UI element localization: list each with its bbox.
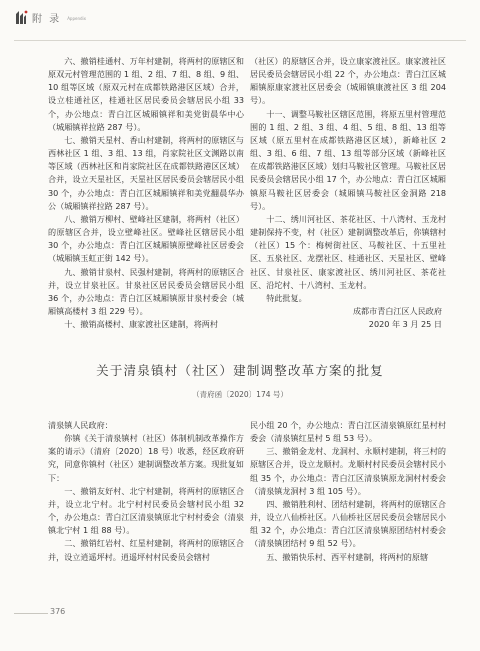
section-subtitle: Appendix (67, 16, 87, 21)
page-number: 376 (50, 607, 66, 616)
page-header (14, 9, 86, 25)
paragraph: （社区）的原辖区合并，设立康家渡社区。康家渡社区居民委员会辖居民小组 22 个，办公地点：青白江区城厢镇原康家渡社区居委会（城厢镇康渡社区 3 组 204 号）。 (250, 56, 446, 106)
paragraph: 八、撤销万柳村、壁峰社区建制，将两村（社区）的原辖区合并，设立壁峰社区。壁峰社区辖居民小组 30 个，办公地点：青白江区城厢镇原壁峰社区居委会（城厢镇玉虹正街 142 号）。 (48, 213, 244, 264)
paragraph: 一、撤销友好村、北宁村建制，将两村的原辖区合并，设立北宁村。北宁村村民委员会辖村民小组 32 个，办公地点：青白江区清泉镇原北宁村村委会（清泉镇北宁村 1 组 88 号）。 (48, 485, 244, 536)
paragraph: 五、撤销快乐村、西平村建制，将两村的原辖 (266, 551, 429, 562)
paragraph: 九、撤销甘泉村、民强村建制，将两村的原辖区合并，设立甘泉社区。甘泉社区居民委员会辖居民小组 36 个，办公地点：青白江区城厢镇原甘泉村委会（城厢镇高楼村 3 组 229 号）。 (48, 266, 244, 316)
paragraph: 民小组 20 个，办公地点：青白江区清泉镇原红星村村委会（清泉镇红星村 5 组 53 号）。 (250, 420, 446, 444)
paragraph: 特此批复。 (266, 292, 307, 303)
paragraph: 你镇《关于清泉镇村（社区）体制机制改革操作方案的请示》（清府〔2020〕18 号）收悉，经区政府研究，同意你镇村（社区）建制调整改革方案。现批复如下： (48, 433, 244, 483)
header-divider (14, 40, 466, 41)
paragraph: 二、撤销红岩村、红星村建制，将两村的原辖区合并，设立逍遥坪村。逍遥坪村村民委员会辖村 (48, 538, 244, 562)
paragraph: 三、撤销金龙村、龙洞村、永顺村建制，将三村的原辖区合并，设立龙顺村。龙顺村村民委员会辖村民小组 35 个，办公地点：青白江区清泉镇原龙洞村村委会（清泉镇龙洞村 3 组 105 号）。 (250, 446, 446, 496)
top-left-column (48, 55, 244, 331)
signoff-org: 成都市青白江区人民政府 (352, 305, 442, 316)
paragraph: 七、撤销天星村、香山村建制，将两村的原辖区与西林社区 1 组、3 组、13 组，肖家院社区文渊路以南等区域（西林社区和肖家院社区在成都铁路港区区域）合并，设立天星社区，天星社区居民委员会辖居民小组 30 个，办公地点：青白江区城厢镇祥和美党翻晨华办公（城厢镇祥拉路 287 号）。 (48, 134, 244, 211)
paragraph: 十、撤销高楼村、康家渡社区建制，将两村 (64, 319, 218, 330)
top-right-column (250, 55, 446, 331)
bottom-left-column (48, 419, 244, 564)
paragraph: 四、撤销胜利村、团结村建制，将两村的原辖区合并，设立八仙桥社区。八仙桥社区居民委员会辖居民小组 32 个，办公地点：青白江区清泉镇原团结村村委会（清泉镇团结村 9 组 52 号）。 (250, 498, 446, 549)
paragraph: 十一、调整马鞍社区辖区范围，将原五里村管理范围的 1 组、2 组、3 组、4 组、5 组、8 组、13 组等区域（原五里村在成都铁路港区区域），新峰社区 2 组、3 组、6 组、7 组、13 组等部分区域（新峰社区在成都铁路港区区域）划归马鞍社区管理。马鞍社区居民委员会辖居民小组 17 个，办公地点：青白江区城厢镇原马鞍社区居委会（城厢镇马鞍社区金洞路 218 号）。 (250, 108, 446, 211)
city-logo-icon (14, 9, 28, 25)
article-title: 关于清泉镇村（社区）建制调整改革方案的批复 (96, 363, 384, 378)
addressee: 清泉镇人民政府： (48, 420, 113, 430)
paragraph: 六、撤销桂通村、万年村建制，将两村的原辖区和原双元村管理范围的 1 组、2 组、7 组、8 组、9 组、10 组等区域（原双元村在成都铁路港区区域）合并，设立桂通社区，桂通社区居民委员会辖居民小组 33 个，办公地点：青白江区城厢镇祥和美党街晨华中心（城厢镇祥拉路 287 号）。 (48, 56, 244, 132)
section-title: 附 录 (32, 13, 62, 25)
bottom-right-column (250, 419, 446, 564)
paragraph: 十二、绣川河社区、茶花社区、十八湾村、玉龙村建制保持不变，村（社区）建制调整改革后，你镇辖村（社区）15 个：梅树街社区、马鞍社区、十五里社区、五泉社区、龙摆社区、桂通社区、天星社区、壁峰社区、甘泉社区、康家渡社区、绣川河社区、茶花社区、沿坨村、十八湾村、玉龙村。 (250, 213, 446, 290)
footer-divider (14, 613, 48, 614)
signoff-date: 2020 年 3 月 25 日 (368, 319, 442, 330)
document-number: （青府函〔2020〕174 号） (192, 390, 288, 399)
